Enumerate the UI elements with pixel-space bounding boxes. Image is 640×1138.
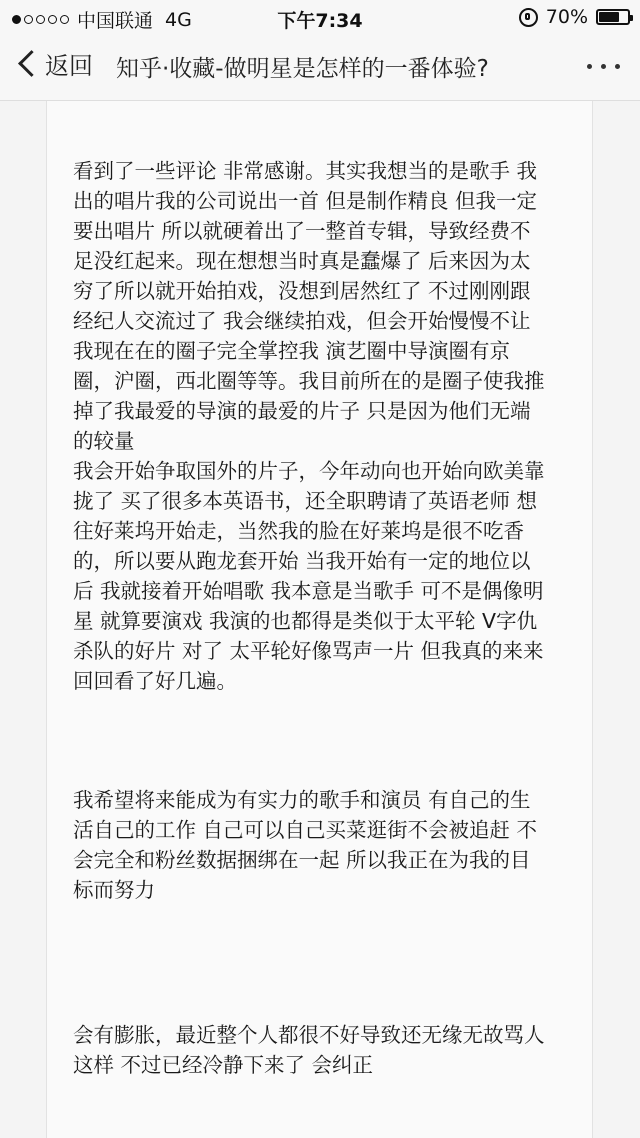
- text-line: 经纪人交流过了 我会继续拍戏，但会开始慢慢不让: [73, 309, 531, 333]
- page-title: 知乎·收藏-做明星是怎样的一番体验?: [116, 56, 489, 82]
- paragraph-4: [73, 1020, 583, 1080]
- paragraph-1: [73, 156, 583, 456]
- text-line: 会完全和粉丝数据捆绑在一起 所以我正在为我的目: [73, 848, 531, 872]
- text-line: 标而努力: [73, 878, 155, 902]
- battery-percent: 70%: [545, 6, 588, 28]
- text-line: 回回看了好几遍。: [73, 669, 237, 693]
- network-type: 4G: [165, 8, 192, 31]
- more-dot-icon: [587, 64, 592, 69]
- more-dot-icon: [615, 64, 620, 69]
- status-bar: [0, 0, 640, 34]
- text-line: 要出唱片 所以就硬着出了一整首专辑，导致经费不: [73, 219, 531, 243]
- text-line: 会有膨胀，最近整个人都很不好导致还无缘无故骂人: [73, 1023, 545, 1047]
- back-button[interactable]: [14, 46, 93, 81]
- text-line: 的，所以要从跑龙套开始 当我开始有一定的地位以: [73, 549, 531, 573]
- nav-bar: [0, 34, 640, 101]
- text-line: 往好莱坞开始走，当然我的脸在好莱坞是很不吃香: [73, 519, 524, 543]
- rotation-lock-icon: [519, 8, 538, 27]
- text-line: 这样 不过已经冷静下来了 会纠正: [73, 1053, 374, 1077]
- paragraph-2: [73, 456, 583, 696]
- back-label: 返回: [45, 52, 93, 80]
- text-line: 圈，沪圈，西北圈等等。我目前所在的是圈子使我推: [73, 369, 545, 393]
- carrier-name: 中国联通: [77, 10, 154, 32]
- battery-icon: [596, 9, 630, 25]
- text-line: 活自己的工作 自己可以自己买菜逛街不会被追赶 不: [73, 818, 538, 842]
- text-line: 我希望将来能成为有实力的歌手和演员 有自己的生: [73, 788, 531, 812]
- more-options-button[interactable]: [587, 64, 620, 69]
- text-line: 杀队的好片 对了 太平轮好像骂声一片 但我真的来来: [73, 639, 544, 663]
- article-body[interactable]: [46, 101, 593, 1138]
- text-line: 出的唱片我的公司说出一首 但是制作精良 但我一定: [73, 189, 538, 213]
- text-line: 后 我就接着开始唱歌 我本意是当歌手 可不是偶像明: [73, 579, 544, 603]
- text-line: 星 就算要演戏 我演的也都得是类似于太平轮 V字仇: [73, 609, 538, 633]
- text-line: 拢了 买了很多本英语书，还全职聘请了英语老师 想: [73, 489, 538, 513]
- status-right: [519, 6, 630, 28]
- text-line: 我现在在的圈子完全掌控我 演艺圈中导演圈有京: [73, 339, 511, 363]
- chevron-left-icon: [18, 50, 45, 77]
- text-line: 穷了所以就开始拍戏，没想到居然红了 不过刚刚跟: [73, 279, 531, 303]
- text-line: 我会开始争取国外的片子，今年动向也开始向欧美靠: [73, 459, 545, 483]
- more-dot-icon: [601, 64, 606, 69]
- text-line: 看到了一些评论 非常感谢。其实我想当的是歌手 我: [73, 159, 538, 183]
- paragraph-3: [73, 785, 583, 905]
- text-line: 足没红起来。现在想想当时真是蠢爆了 后来因为太: [73, 249, 531, 273]
- text-line: 的较量: [73, 429, 135, 453]
- text-line: 掉了我最爱的导演的最爱的片子 只是因为他们无端: [73, 399, 531, 423]
- status-time: 下午7:34: [277, 10, 363, 32]
